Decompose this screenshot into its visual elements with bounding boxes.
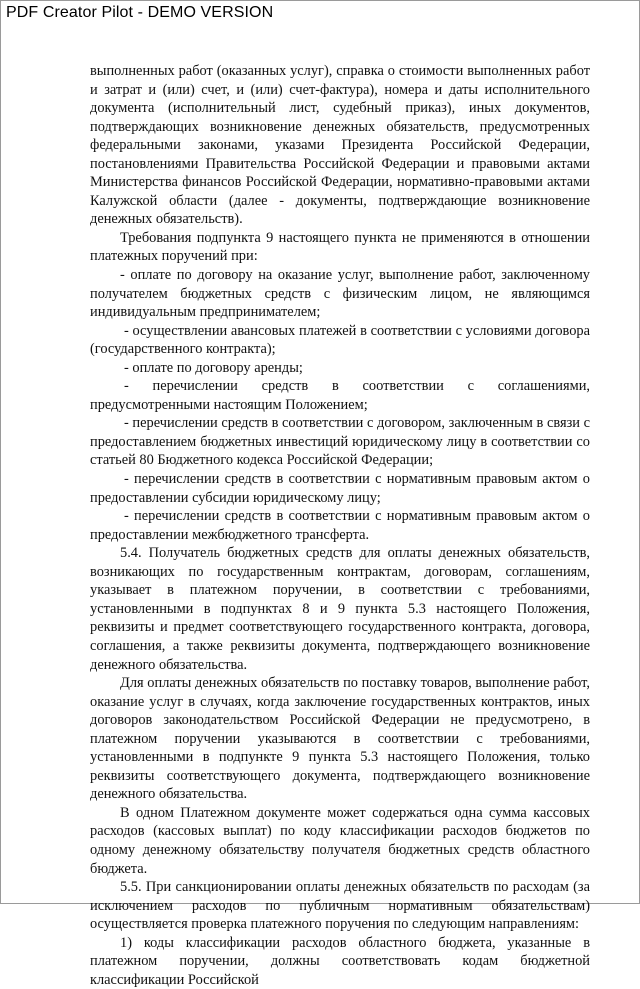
list-item-investment-transfer: - перечислении средств в соответствии с договором, заключенным в связи с предоставлением бюджетных инвестиций юридическому лицу в соответствии со статьей 80 Бюджетного кодекса Российской Федерации;: [90, 415, 590, 469]
list-item-service-contract: - оплате по договору на оказание услуг, выполнение работ, заключенному получателем бюджетных средств с физическим лицом, не являющимся индивидуальным предпринимателем;: [90, 267, 590, 321]
paragraph-documents-list: выполненных работ (оказанных услуг), справка о стоимости выполненных работ и затрат и (или) счет, и (или) счет-фактура), номера и даты исполнительного документа (исполнительный лист, судебный приказ), иных документов, подтверждающих возникновение денежных обязательств, предусмотренных федеральными законами, указами Президента Российской Федерации, постановлениями Правительства Российской Федерации и правовыми актами Министерства финансов Российской Федерации, нормативно-правовыми актами Калужской области (далее - документы, подтверждающие возникновение денежных обязательств).: [90, 63, 590, 228]
demo-watermark-banner: PDF Creator Pilot - DEMO VERSION: [6, 4, 274, 21]
paragraph-no-contract-payments: Для оплаты денежных обязательств по поставку товаров, выполнение работ, оказание услуг в случаях, когда заключение государственных контрактов, иных договоров законодательством Российской Федерации не предусмотрено, в платежном поручении указываются в соответствии с требованиями, установленными в подпункте 9 пункта 5.3 настоящего Положения, только реквизиты соответствующего документа, подтверждающего возникновение денежного обязательства.: [90, 675, 590, 803]
list-item-advance-payments: - осуществлении авансовых платежей в соответствии с условиями договора (государственного контракта);: [90, 322, 590, 358]
list-item-subsidy-transfer: - перечислении средств в соответствии с нормативным правовым актом о предоставлении субсидии юридическому лицу;: [90, 471, 590, 506]
paragraph-single-sum: В одном Платежном документе может содержаться одна сумма кассовых расходов (кассовых выплат) по коду классификации расходов бюджетов по одному денежному обязательству получателя бюджетных средств областного бюджета.: [90, 804, 590, 877]
paragraph-exceptions-intro: Требования подпункта 9 настоящего пункта не применяются в отношении платежных поручений при:: [90, 229, 590, 265]
paragraph-section-5-4: 5.4. Получатель бюджетных средств для оплаты денежных обязательств, возникающих по государственным контрактам, договорам, соглашениям, указывает в платежном поручении, в соответствии с требованиями, установленными в подпунктах 8 и 9 пункта 5.3 настоящего Положения, реквизиты и предмет соответствующего государственного контракта, договора, соглашения, а также реквизиты документа, подтверждающего возникновение денежного обязательства.: [90, 545, 590, 673]
paragraph-check-item-1: 1) коды классификации расходов областного бюджета, указанные в платежном поручении, должны соответствовать кодам бюджетной классификации Российской: [90, 934, 590, 988]
list-item-lease-payment: - оплате по договору аренды;: [124, 359, 303, 376]
list-item-agreements-transfer: - перечислении средств в соответствии с соглашениями, предусмотренными настоящим Положением;: [90, 378, 590, 413]
list-item-interbudget-transfer: - перечислении средств в соответствии с нормативным правовым актом о предоставлении межбюджетного трансферта.: [90, 508, 590, 543]
document-body: [90, 62, 590, 989]
paragraph-section-5-5: 5.5. При санкционировании оплаты денежных обязательств по расходам (за исключением расходов по публичным нормативным обязательствам) осуществляется проверка платежного поручения по следующим направлениям:: [90, 879, 590, 933]
